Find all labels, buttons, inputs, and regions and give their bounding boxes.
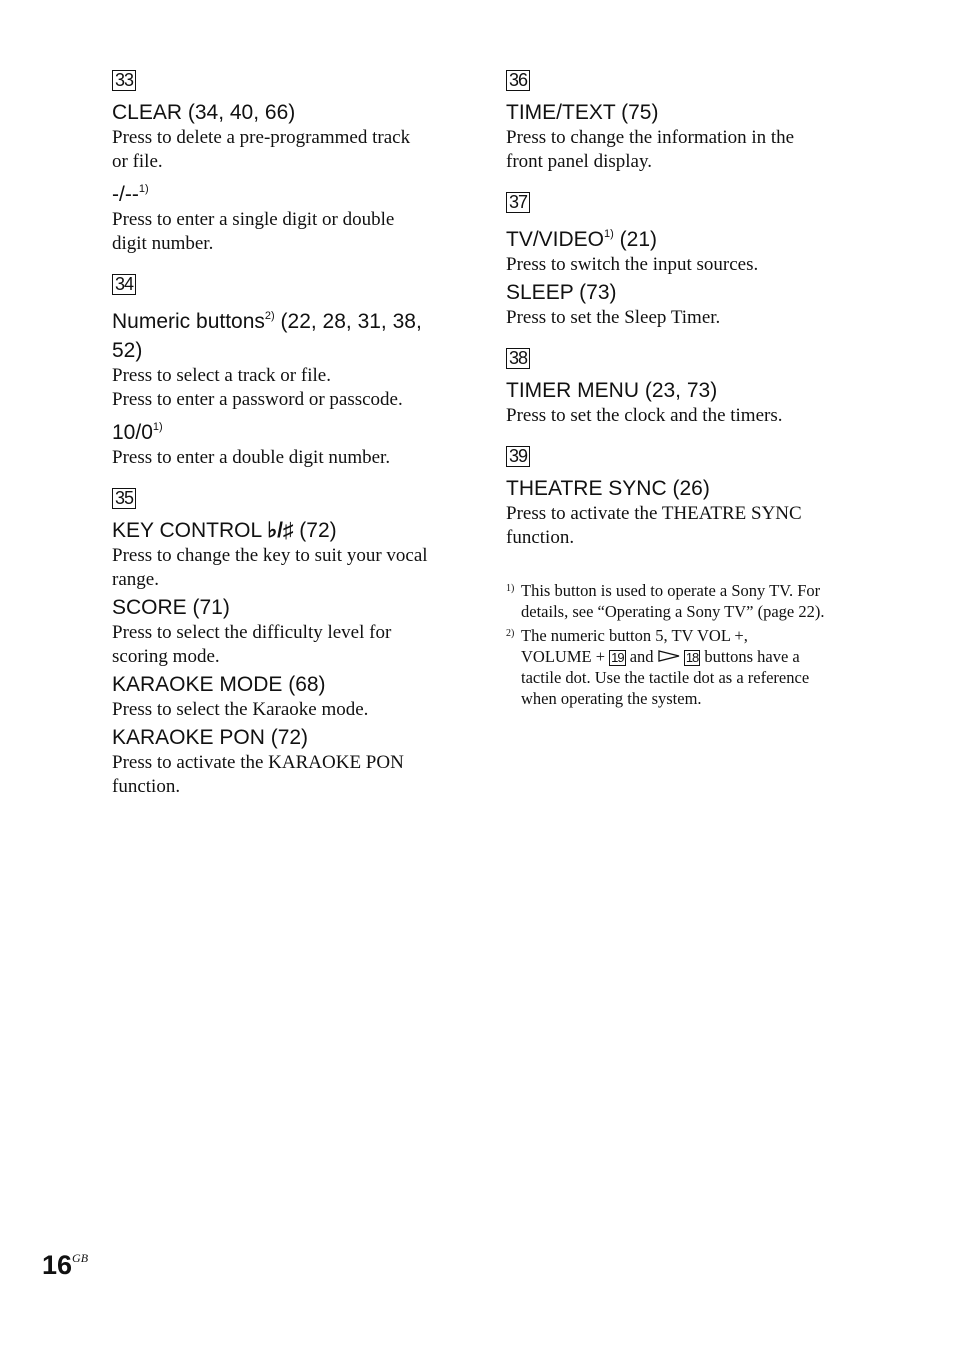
item-number-39: 39 xyxy=(506,446,530,467)
time-text-heading: TIME/TEXT (75) xyxy=(506,101,659,124)
theatre-sync-desc-line2: function. xyxy=(506,527,575,548)
theatre-sync-heading: THEATRE SYNC (26) xyxy=(506,477,710,500)
digit-heading: -/--$^{1)}$ xyxy=(112,183,149,206)
footnote-ref: 2) xyxy=(264,310,275,322)
score-heading: SCORE (71) xyxy=(112,596,230,619)
karaoke-mode-heading: KARAOKE MODE (68) xyxy=(112,673,326,696)
footnote-mark: 2) xyxy=(506,628,515,639)
item-number-37: 37 xyxy=(506,192,530,213)
item-number-35: 35 xyxy=(112,488,136,509)
section-38 xyxy=(506,348,858,428)
score-desc-line2: scoring mode. xyxy=(112,646,220,667)
digit-desc-line2: digit number. xyxy=(112,233,214,254)
play-icon xyxy=(658,649,680,663)
section-36 xyxy=(506,70,858,174)
key-control-heading: KEY CONTROL ♭/♯ (72) xyxy=(112,519,337,542)
item-number-ref-18: 18 xyxy=(685,650,699,665)
karaoke-pon-desc-line2: function. xyxy=(112,776,181,797)
karaoke-pon-heading: KARAOKE PON (72) xyxy=(112,726,309,749)
ten-zero-desc: Press to enter a double digit number. xyxy=(112,447,391,468)
item-number-ref-19: 19 xyxy=(611,650,624,665)
clear-desc-line2: or file. xyxy=(112,151,163,172)
timer-menu-heading: TIMER MENU (23, 73) xyxy=(506,379,718,402)
page-number: $16^{GB}$ xyxy=(42,1250,89,1280)
sleep-desc: Press to set the Sleep Timer. xyxy=(506,307,721,328)
numeric-heading-line2: 52) xyxy=(112,339,143,362)
section-39 xyxy=(506,446,858,550)
section-34 xyxy=(112,274,462,470)
footnote-ref: 1) xyxy=(604,228,614,240)
tv-video-desc: Press to switch the input sources. xyxy=(506,254,759,275)
karaoke-pon-desc-line1: Press to activate the KARAOKE PON xyxy=(112,752,404,773)
section-35 xyxy=(112,488,462,799)
flat-sharp-icon: ♭/♯ xyxy=(267,519,294,542)
footnote-ref: 1) xyxy=(152,421,163,433)
footnotes xyxy=(506,580,858,709)
tv-video-heading: TV/VIDEO$^{1)}$ (21) xyxy=(506,228,657,251)
ten-zero-heading: 10/0$^{1)}$ xyxy=(112,421,163,444)
footnote-2: 2) The numeric button 5, TV VOL +, VOLUME + 19 and 18 buttons have a tactile dot. Use the tactile dot as a reference when operating the system. xyxy=(506,625,858,709)
theatre-sync-desc-line1: Press to activate the THEATRE SYNC xyxy=(506,503,802,524)
left-column xyxy=(112,70,462,817)
footnote-ref: 1) xyxy=(138,183,149,195)
clear-desc-line1: Press to delete a pre-programmed track xyxy=(112,127,411,148)
page-region: GB xyxy=(72,1251,89,1265)
time-text-desc-line2: front panel display. xyxy=(506,151,652,172)
section-33 xyxy=(112,70,462,256)
footnote-mark: 1) xyxy=(506,583,515,594)
time-text-desc-line1: Press to change the information in the xyxy=(506,127,795,148)
item-number-36: 36 xyxy=(506,70,530,91)
numeric-desc-line2: Press to enter a password or passcode. xyxy=(112,389,403,410)
item-number-38: 38 xyxy=(506,348,530,369)
key-control-desc-line1: Press to change the key to suit your vocal xyxy=(112,545,428,566)
score-desc-line1: Press to select the difficulty level for xyxy=(112,622,392,643)
timer-menu-desc: Press to set the clock and the timers. xyxy=(506,405,783,426)
item-number-33: 33 xyxy=(112,70,136,91)
digit-desc-line1: Press to enter a single digit or double xyxy=(112,209,395,230)
sleep-heading: SLEEP (73) xyxy=(506,281,617,304)
key-control-desc-line2: range. xyxy=(112,569,159,590)
section-37 xyxy=(506,192,858,330)
numeric-heading: Numeric buttons$^{2)}$ (22, 28, 31, 38, xyxy=(112,310,422,333)
right-column xyxy=(506,70,858,712)
item-number-34: 34 xyxy=(112,274,136,295)
footnote-1: 1) This button is used to operate a Sony TV. For details, see “Operating a Sony TV” (page 22). xyxy=(506,580,858,622)
karaoke-mode-desc: Press to select the Karaoke mode. xyxy=(112,699,369,720)
clear-heading: CLEAR (34, 40, 66) xyxy=(112,101,296,124)
numeric-desc-line1: Press to select a track or file. xyxy=(112,365,331,386)
